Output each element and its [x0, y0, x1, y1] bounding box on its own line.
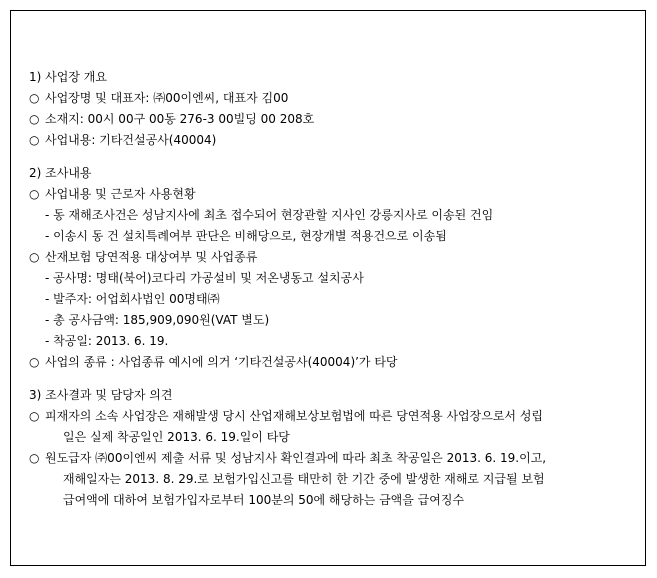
section3-item-result-cont: 일은 실제 착공일인 2013. 6. 19.일이 타당 — [63, 430, 290, 444]
document-frame — [10, 10, 646, 566]
section2-sub-transfer: - 동 재해조사건은 성남지사에 최초 접수되어 현장관할 지사인 강릉지사로 이송된 건임 — [45, 208, 494, 222]
circle-bullet-icon: ○ — [29, 133, 40, 147]
section2-heading: 2) 조사내용 — [29, 166, 92, 180]
circle-bullet-icon: ○ — [29, 187, 40, 201]
section2-item-workers: ○ 사업내용 및 근로자 사용현황 — [21, 184, 635, 205]
section2-sub-project: - 공사명: 명태(북어)코다리 가공설비 및 저온냉동고 설치공사 — [45, 271, 364, 285]
section3-heading: 3) 조사결과 및 담당자 의견 — [29, 388, 173, 402]
section3-item-result: ○ 피재자의 소속 사업장은 재해발생 당시 산업재해보상보험법에 따른 당연적용 사업장으로서 성립 — [21, 406, 635, 427]
section1-item-address: ○ 소재지: 00시 00구 00동 276-3 00빌딩 00 208호 — [21, 109, 635, 130]
circle-bullet-icon: ○ — [29, 112, 40, 126]
section3-item-opinion-cont1: 재해일자는 2013. 8. 29.로 보험가입신고를 태만히 한 기간 중에 발생한 재해로 지급될 보험 — [63, 472, 545, 486]
section1-heading: 1) 사업장 개요 — [29, 70, 107, 84]
circle-bullet-icon: ○ — [29, 91, 40, 105]
document-body — [21, 67, 635, 511]
section2-sub-client: - 발주자: 어업회사법인 00명태㈜ — [45, 292, 220, 306]
circle-bullet-icon: ○ — [29, 250, 40, 264]
section3-item-opinion: ○ 원도급자 ㈜00이엔씨 제출 서류 및 성남지사 확인결과에 따라 최초 착공일은 2013. 6. 19.이고, — [21, 448, 635, 469]
section2-sub-startdate: - 착공일: 2013. 6. 19. — [45, 334, 169, 348]
section1-item-business: ○ 사업내용: 기타건설공사(40004) — [21, 130, 635, 151]
section1-item-name: ○ 사업장명 및 대표자: ㈜00이엔씨, 대표자 김00 — [21, 88, 635, 109]
section2-item-insurance: ○ 산재보험 당연적용 대상여부 및 사업종류 — [21, 247, 635, 268]
section3-item-opinion-cont2: 급여액에 대하여 보험가입자로부터 100분의 50에 해당하는 금액을 급여징수 — [63, 493, 465, 507]
circle-bullet-icon: ○ — [29, 355, 40, 369]
circle-bullet-icon: ○ — [29, 451, 40, 465]
section2-sub-special: - 이송시 동 건 설치특례여부 판단은 비해당으로, 현장개별 적용건으로 이송됨 — [45, 229, 447, 243]
section2-sub-amount: - 총 공사금액: 185,909,090원(VAT 별도) — [45, 313, 270, 327]
section2-item-type: ○ 사업의 종류 : 사업종류 예시에 의거 ‘기타건설공사(40004)’가 타당 — [21, 352, 635, 373]
circle-bullet-icon: ○ — [29, 409, 40, 423]
